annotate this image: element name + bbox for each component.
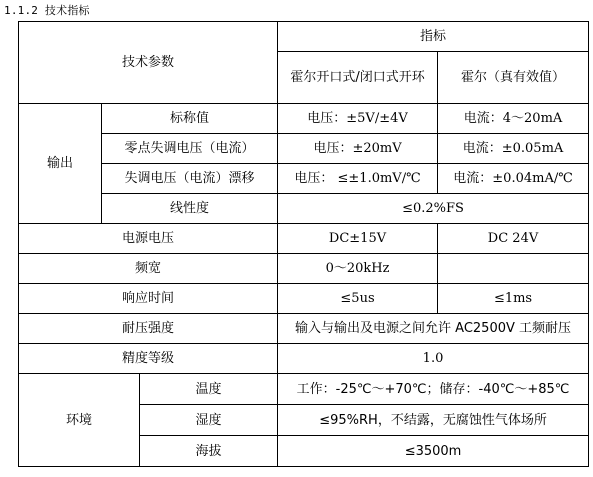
row-label: 电源电压 xyxy=(19,224,278,254)
table-row-response xyxy=(19,284,589,314)
cell-value: ≤1ms xyxy=(438,284,589,314)
param-header: 技术参数 xyxy=(19,22,278,104)
output-group-label: 输出 xyxy=(19,104,102,224)
row-label: 温度 xyxy=(140,374,278,405)
table-row-power xyxy=(19,224,589,254)
table-row-drift xyxy=(19,164,589,194)
table-row-bandwidth xyxy=(19,254,589,284)
row-label: 标称值 xyxy=(102,104,278,134)
row-label: 耐压强度 xyxy=(19,314,278,344)
cell-value: 电压：±20mV xyxy=(278,134,438,164)
cell-value: 电流：±0.04mA/℃ xyxy=(438,164,589,194)
cell-value xyxy=(438,254,589,284)
cell-value: 输入与输出及电源之间允许 AC2500V 工频耐压 xyxy=(278,314,589,344)
cell-value: 1.0 xyxy=(278,344,589,374)
cell-value: 电流：4～20mA xyxy=(438,104,589,134)
index-header: 指标 xyxy=(278,22,589,52)
env-group-label: 环境 xyxy=(19,374,140,467)
sub-header-hall-true-rms: 霍尔（真有效值） xyxy=(438,52,589,104)
cell-value: ≤5us xyxy=(278,284,438,314)
cell-value: 0～20kHz xyxy=(278,254,438,284)
row-label: 线性度 xyxy=(102,194,278,224)
table-row-temperature xyxy=(19,374,589,405)
row-label: 零点失调电压（电流） xyxy=(102,134,278,164)
row-label: 失调电压（电流）漂移 xyxy=(102,164,278,194)
cell-value: ≤95%RH，不结露，无腐蚀性气体场所 xyxy=(278,405,589,436)
cell-value: 电压： ≤±1.0mV/℃ xyxy=(278,164,438,194)
cell-value: ≤0.2%FS xyxy=(278,194,589,224)
spec-table xyxy=(18,21,589,467)
row-label: 精度等级 xyxy=(19,344,278,374)
row-label: 响应时间 xyxy=(19,284,278,314)
table-row-linearity xyxy=(19,194,589,224)
row-label: 湿度 xyxy=(140,405,278,436)
cell-value: 电流：±0.05mA xyxy=(438,134,589,164)
cell-value: DC 24V xyxy=(438,224,589,254)
cell-value: 电压：±5V/±4V xyxy=(278,104,438,134)
cell-value: ≤3500m xyxy=(278,436,589,467)
table-row-accuracy xyxy=(19,344,589,374)
table-row-zero-offset xyxy=(19,134,589,164)
header-row xyxy=(19,22,589,52)
table-row-nominal xyxy=(19,104,589,134)
section-heading: 1.1.2 技术指标 xyxy=(4,4,90,17)
cell-value: 工作：-25℃～+70℃；储存：-40℃～+85℃ xyxy=(278,374,589,405)
sub-header-hall-open-closed: 霍尔开口式/闭口式开环 xyxy=(278,52,438,104)
table-row-withstand xyxy=(19,314,589,344)
row-label: 海拔 xyxy=(140,436,278,467)
cell-value: DC±15V xyxy=(278,224,438,254)
row-label: 频宽 xyxy=(19,254,278,284)
